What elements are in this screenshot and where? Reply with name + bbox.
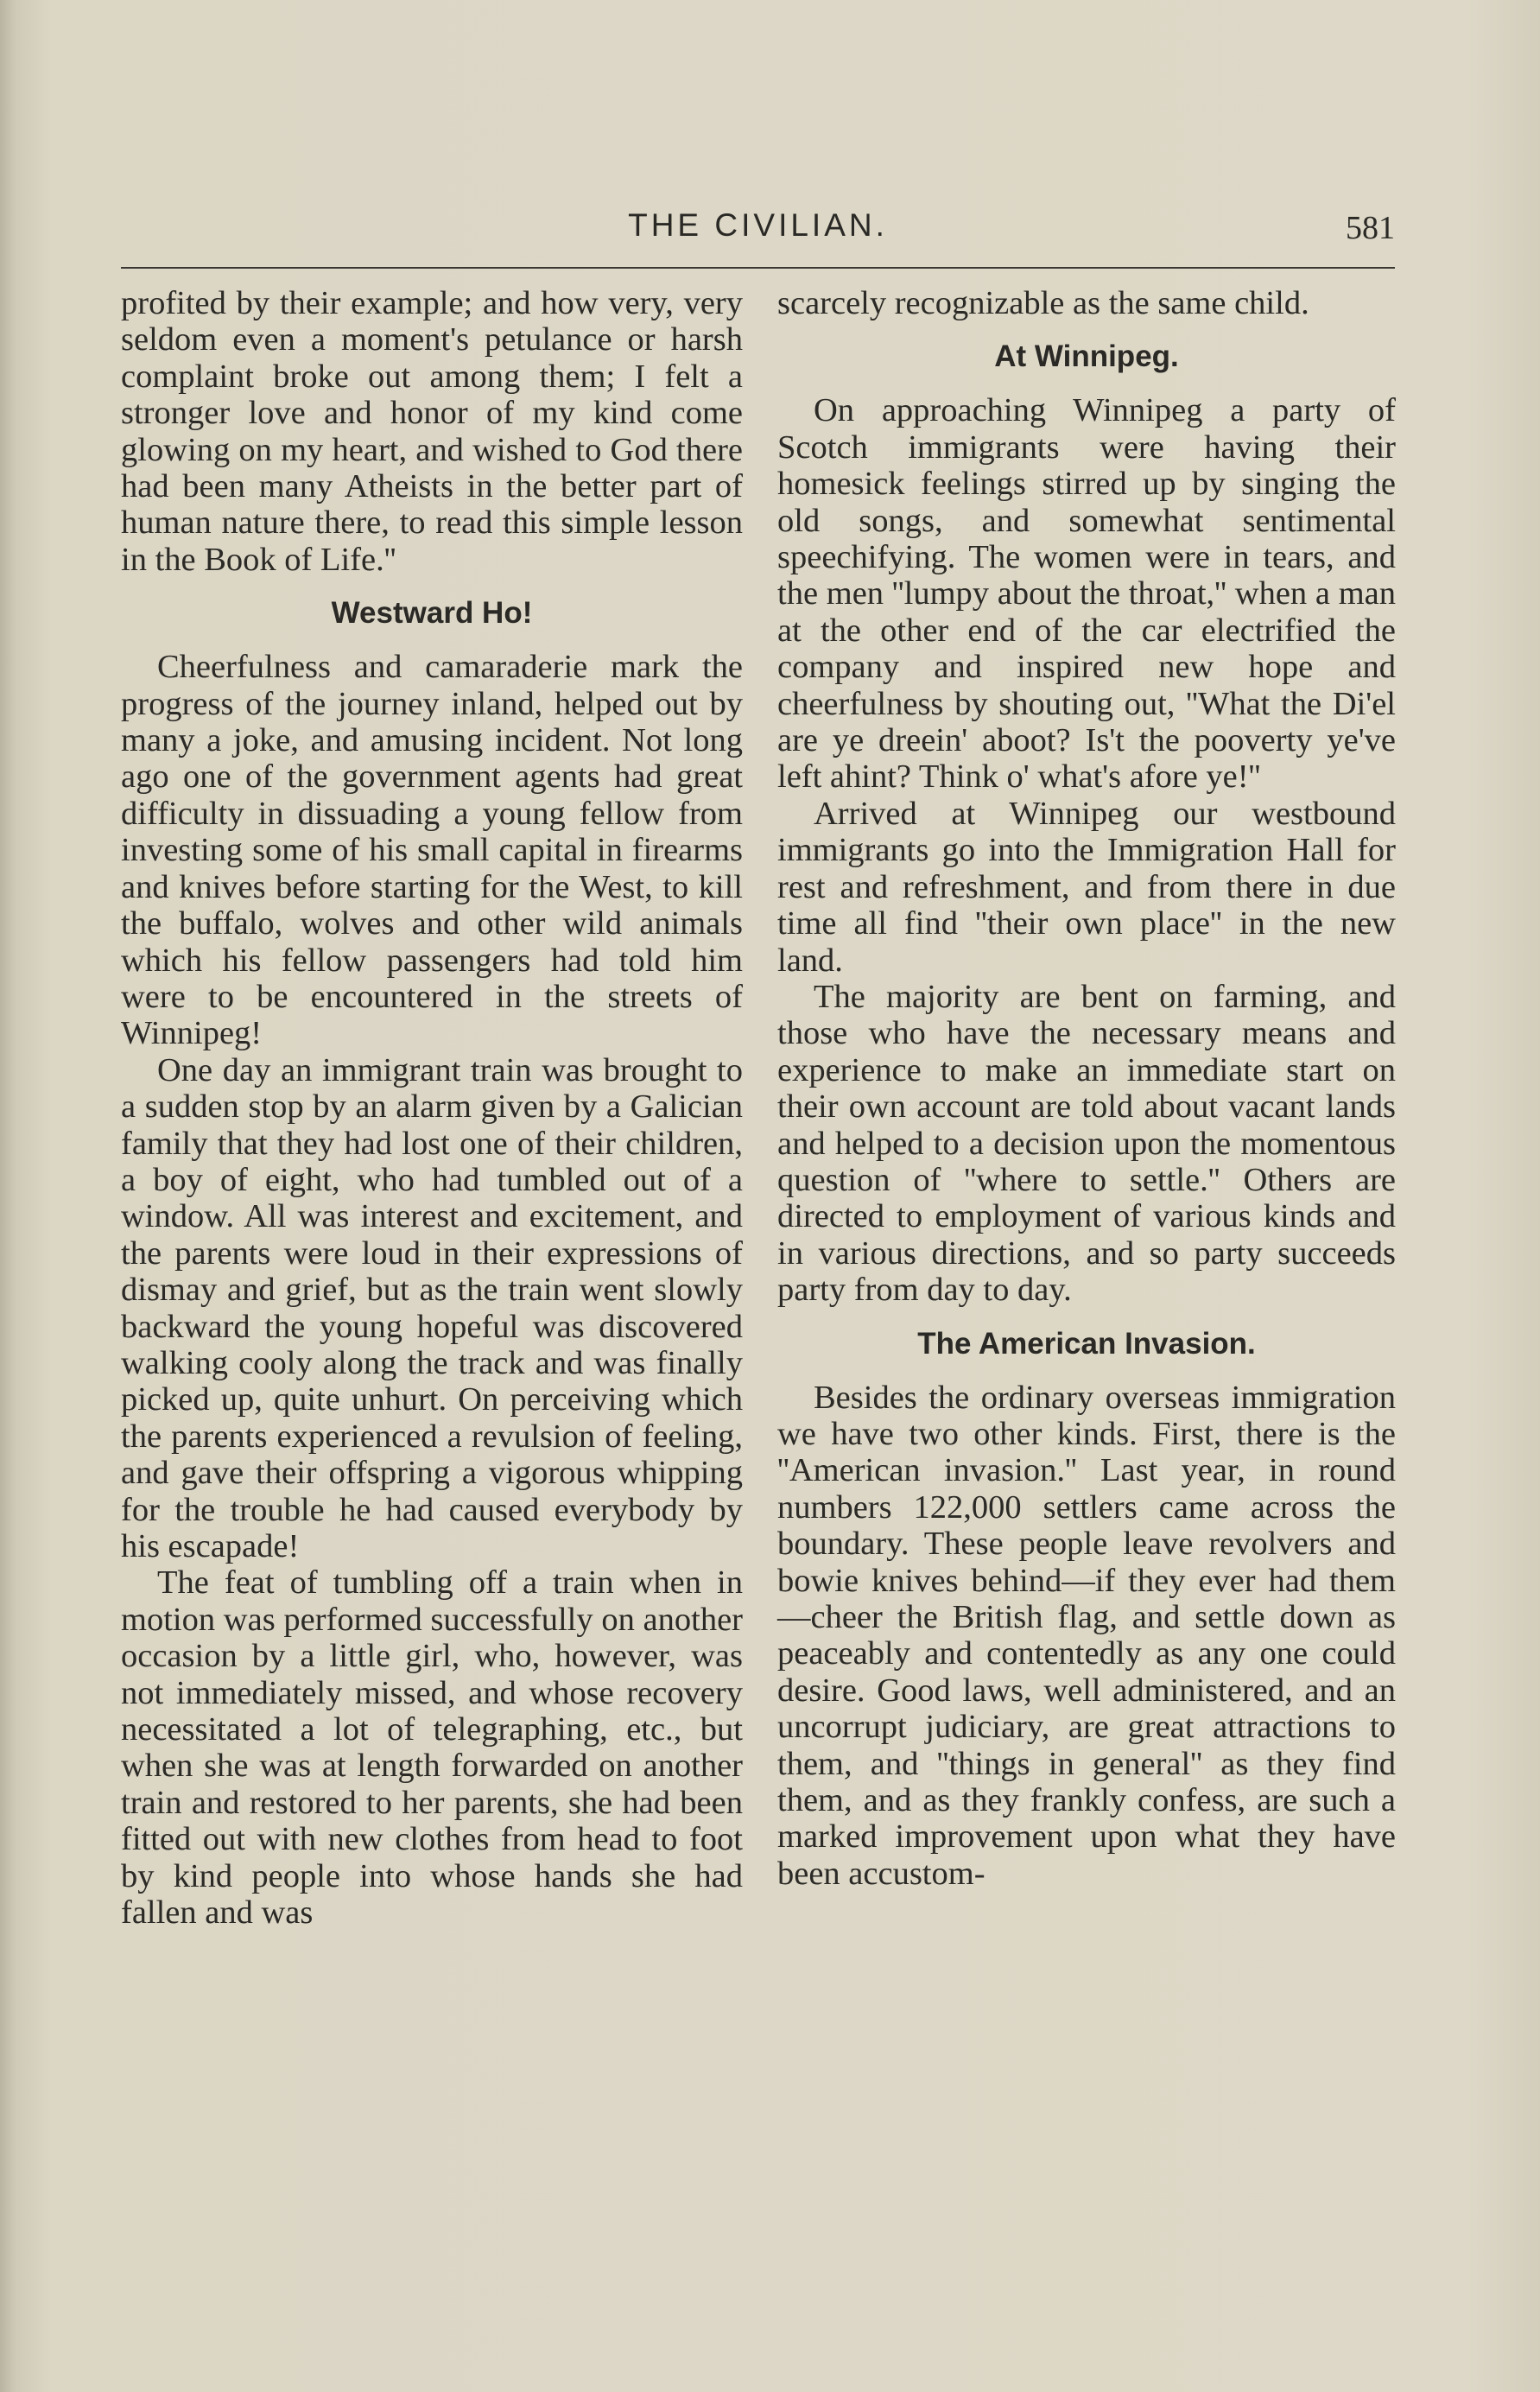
section-heading-at-winnipeg: At Winnipeg. <box>994 339 1179 374</box>
paragraph: Besides the ordinary overseas immigration we have two other kinds. First, there is the ''American invasion.'' Last year, in round numbers 122,000 settlers came across the boundary. These people leave revolvers and bowie knives behind—if they ever had them—cheer the British flag, and settle down as peaceably and contentedly as any one could desire. Good laws, well administered, and an uncorrupt judiciary, are great attractions to them, and ''things in general'' as they find them, and as they frankly confess, are such a marked improvement upon what they have been accustom- <box>777 1379 1396 1892</box>
paragraph: One day an immigrant train was brought to a sudden stop by an alarm given by a Galician family that they had lost one of their children, a boy of eight, who had tumbled out of a window. All was interest and excitement, and the parents were loud in their expressions of dismay and grief, but as the train went slowly backward the young hopeful was discovered walking cooly along the track and was finally picked up, quite unhurt. On perceiving which the parents experienced a revulsion of feeling, and gave their offspring a vigorous whipping for the trouble he had caused everybody by his escapade! <box>121 1051 743 1564</box>
paragraph: The majority are bent on farming, and those who have the necessary means and experience to make an immediate start on their own account are told about vacant lands and helped to a decision upon the momentous question of ''where to settle.'' Others are directed to employment of various kinds and in various directions, and so party succeeds party from day to day. <box>777 978 1396 1309</box>
paragraph: The feat of tumbling off a train when in motion was performed successfully on another occasion by a little girl, who, however, was not immediately missed, and whose recovery necessitated a lot of telegraphing, etc., but when she was at length forwarded on another train and restored to her parents, she had been fitted out with new clothes from head to foot by kind people into whose hands she had fallen and was <box>121 1564 743 1932</box>
right-column <box>777 285 1396 1892</box>
section-heading-american-invasion: The American Invasion. <box>917 1326 1256 1361</box>
section-heading-westward-ho: Westward Ho! <box>331 596 533 631</box>
paragraph: Cheerfulness and camaraderie mark the progress of the journey inland, helped out by many a joke, and amusing incident. Not long ago one of the government agents had great difficulty in dissuading a young fellow from investing some of his small capital in firearms and knives before starting for the West, to kill the buffalo, wolves and other wild animals which his fellow passengers had told him were to be encountered in the streets of Winnipeg! <box>121 649 743 1052</box>
paragraph: profited by their example; and how very, very seldom even a moment's petulance or harsh complaint broke out among them; I felt a stronger love and honor of my kind come glowing on my heart, and wished to God there had been many Atheists in the better part of human nature there, to read this simple lesson in the Book of Life.'' <box>121 285 743 578</box>
paragraph: Arrived at Winnipeg our westbound immigrants go into the Immigration Hall for rest and refreshment, and from there in due time all find ''their own place'' in the new land. <box>777 795 1396 979</box>
journal-title: THE CIVILIAN. <box>628 207 888 243</box>
paragraph: scarcely recognizable as the same child. <box>777 285 1309 321</box>
header-rule <box>121 267 1395 269</box>
left-column <box>121 285 743 1931</box>
running-head <box>121 204 1395 256</box>
page-number: 581 <box>1346 210 1395 246</box>
paragraph: On approaching Winnipeg a party of Scotch immigrants were having their homesick feelings stirred up by singing the old songs, and somewhat sentimental speechifying. The women were in tears, and the men ''lumpy about the throat,'' when a man at the other end of the car electrified the company and inspired new hope and cheerfulness by shouting out, ''What the Di'el are ye dreein' aboot? Is't the pooverty ye've left ahint? Think o' what's afore ye!'' <box>777 392 1396 796</box>
